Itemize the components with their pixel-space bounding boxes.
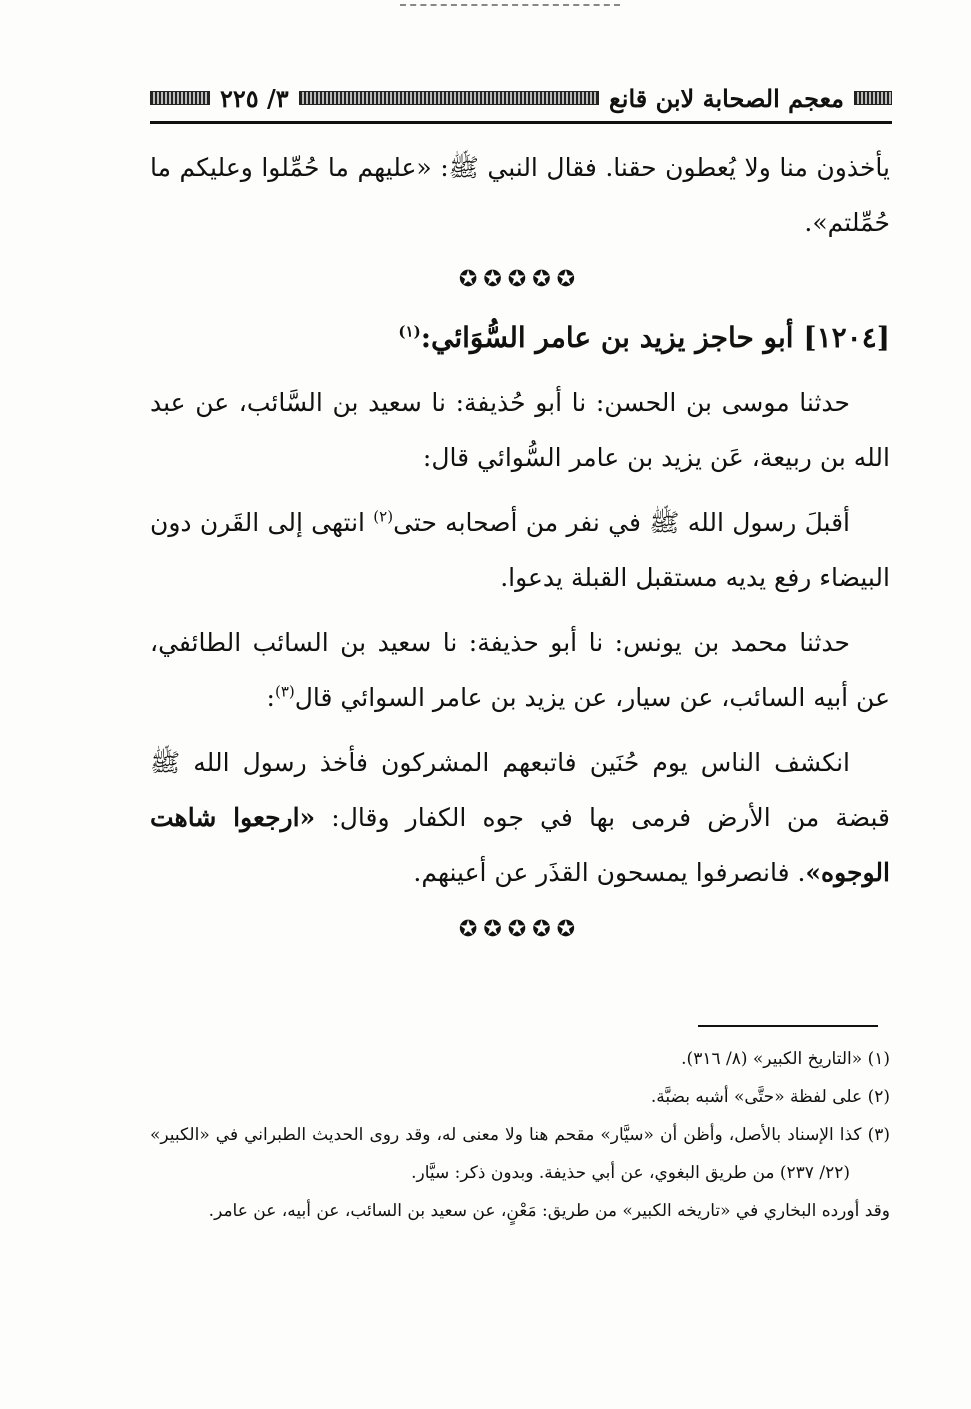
footnote-ref-2: (٢) [373,507,394,526]
main-text [150,140,890,960]
footnote-2: (٢) على لفظة «حتَّى» أشبه بضبَّة. [650,1087,890,1107]
entry-heading-text: [١٢٠٤] أبو حاجز يزيد بن عامر السُّوَائي: [420,321,890,354]
hadith-quote: «ارجعوا شاهت الوجوه» [150,803,890,887]
hadith-text-1a: أقبلَ رسول الله ﷺ في نفر من أصحابه حتى [393,508,850,537]
hadith-text-2a: انكشف الناس يوم حُنَين فاتبعهم المشركون فأخذ رسول الله ﷺ قبضة من الأرض فرمى بها في جوه الكفار وقال: [150,748,890,832]
header-ornament-middle [299,91,599,105]
hadith-paragraph-2 [150,735,890,900]
footnote-3-continued: وقد أورده البخاري في «تاريخه الكبير» من طريق: مَعْنٍ، عن سعيد بن السائب، عن أبيه، عن عامر. [208,1201,890,1221]
isnad-paragraph-2 [150,615,890,725]
page-number: ٣/ ٢٢٥ [220,83,289,113]
book-title: معجم الصحابة لابن قانع [609,83,844,113]
footnote-ref-3: (٣) [274,682,295,701]
header-ornament-right [854,91,892,105]
footnote-3: (٣) كذا الإسناد بالأصل، وأظن أن «سيَّار» مقحم هنا ولا معنى له، وقد روى الحديث الطبراني في «الكبير» (٢٢/ ٢٣٧) من طريق البغوي، عن أبي حذيفة. وبدون ذكر: سيَّار. [150,1125,890,1183]
entry-heading [150,310,890,365]
section-separator-stars: ✪✪✪✪✪ [458,267,582,292]
isnad-paragraph-1: حدثنا موسى بن الحسن: نا أبو حُذيفة: نا سعيد بن السَّائب، عن عبد الله بن ربيعة، عَن يزيد بن عامر السُّوائي قال: [150,388,890,472]
footnote-1: (١) «التاريخ الكبير» (٨/ ٣١٦). [681,1049,890,1069]
hadith-paragraph-1 [150,495,890,605]
top-edge-marks [400,4,620,6]
running-header [150,78,892,118]
paragraph-continued: يأخذون منا ولا يُعطون حقنا. فقال النبي ﷺ: «عليهم ما حُمِّلوا وعليكم ما حُمِّلتم». [150,153,890,237]
isnad-text-2a: حدثنا محمد بن يونس: نا أبو حذيفة: نا سعيد بن السائب الطائفي، عن أبيه السائب، عن سيار، عن يزيد بن عامر السوائي قال [150,628,890,712]
hadith-text-2b: . فانصرفوا يمسحون القذَر عن أعينهم. [413,858,806,887]
isnad-text-2b: : [266,683,275,712]
section-separator-stars-2: ✪✪✪✪✪ [458,917,582,942]
hadith-text-1b: انتهى إلى القَرن دون البيضاء رفع يديه مستقبل القبلة يدعوا. [150,508,890,592]
footnote-ref-1: (١) [398,322,421,341]
header-ornament-left [150,91,210,105]
footnotes [150,1040,890,1230]
footnote-rule [698,1025,878,1027]
header-rule [150,121,892,124]
